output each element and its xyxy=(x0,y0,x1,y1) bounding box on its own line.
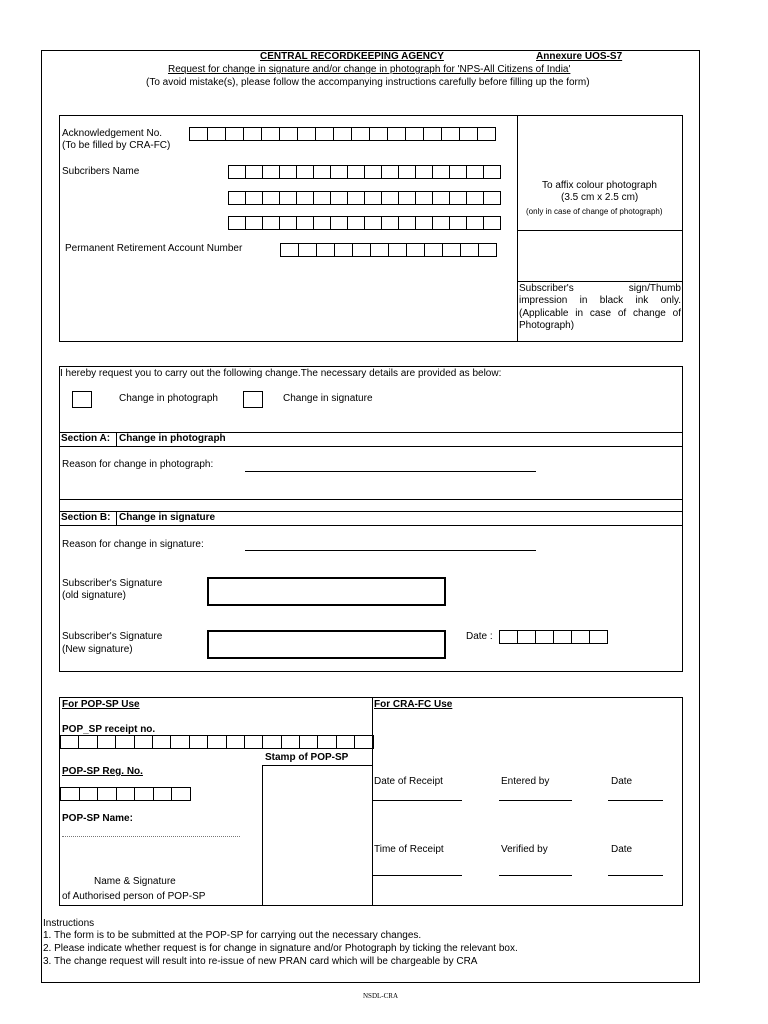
cra-title: For CRA-FC Use xyxy=(374,699,453,710)
new-signature-label-2: (New signature) xyxy=(62,644,133,655)
ack-number-field[interactable] xyxy=(189,127,496,141)
pop-name-label: POP-SP Name: xyxy=(62,813,133,824)
section-b-divider xyxy=(116,511,117,525)
pop-signature-label-2: of Authorised person of POP-SP xyxy=(62,891,206,902)
reason-sign-input[interactable] xyxy=(245,550,536,551)
photo-divider xyxy=(517,115,518,342)
verified-date-label: Date xyxy=(611,844,633,855)
pran-field[interactable] xyxy=(280,243,497,257)
annexure-label: Annexure UOS-S7 xyxy=(536,51,623,62)
name-field-3[interactable] xyxy=(228,216,501,230)
name-label: Subcribers Name xyxy=(62,166,140,177)
section-b-bottom xyxy=(59,525,683,526)
time-of-receipt-input[interactable] xyxy=(372,875,462,876)
date-of-receipt-label: Date of Receipt xyxy=(374,776,443,787)
section-a-divider xyxy=(116,432,117,446)
sign-instruction-2: impression in black ink only. xyxy=(519,295,681,306)
date-field[interactable] xyxy=(499,630,608,644)
entered-by-input[interactable] xyxy=(499,800,572,801)
section-a-title: Change in photograph xyxy=(119,433,226,444)
old-signature-label-1: Subscriber's Signature xyxy=(62,578,163,589)
footer-text: NSDL-CRA xyxy=(363,992,399,1000)
photo-instruction-2: (3.5 cm x 2.5 cm) xyxy=(561,192,639,203)
ack-label: Acknowledgement No. xyxy=(62,128,163,139)
pop-signature-label-1: Name & Signature xyxy=(94,876,176,887)
section-b-top xyxy=(59,499,683,500)
sign-instruction-1: Subscriber's sign/Thumb xyxy=(519,283,681,294)
ack-sublabel: (To be filled by CRA-FC) xyxy=(62,140,171,151)
photo-instruction-1: To affix colour photograph xyxy=(542,180,657,191)
new-signature-box[interactable] xyxy=(207,630,446,659)
name-field-1[interactable] xyxy=(228,165,501,179)
signature-change-label: Change in signature xyxy=(283,393,373,404)
section-a-label: Section A: xyxy=(61,433,111,444)
sign-instruction-3: (Applicable in case of change of xyxy=(519,308,681,319)
instructions-heading: Instructions xyxy=(43,918,95,929)
section-b-label: Section B: xyxy=(61,512,111,523)
time-of-receipt-label: Time of Receipt xyxy=(374,844,444,855)
old-signature-box[interactable] xyxy=(207,577,446,606)
sign-instruction-4: Photograph) xyxy=(519,320,575,331)
verified-date-input[interactable] xyxy=(608,875,663,876)
photo-change-checkbox[interactable] xyxy=(72,391,92,408)
pop-reg-field[interactable] xyxy=(60,787,191,801)
pop-title: For POP-SP Use xyxy=(62,699,140,710)
stamp-label: Stamp of POP-SP xyxy=(265,752,349,763)
request-intro: I hereby request you to carry out the following change.The necessary details are provided as below: xyxy=(60,368,502,379)
reason-photo-input[interactable] xyxy=(245,471,536,472)
verified-by-label: Verified by xyxy=(501,844,548,855)
entered-by-label: Entered by xyxy=(501,776,550,787)
signature-change-checkbox[interactable] xyxy=(243,391,263,408)
date-of-receipt-input[interactable] xyxy=(372,800,462,801)
agency-title: CENTRAL RECORDKEEPING AGENCY xyxy=(260,51,444,62)
instruction-item: 2. Please indicate whether request is for change in signature and/or Photograph by ticking the relevant box. xyxy=(43,943,518,954)
date-label: Date : xyxy=(466,631,493,642)
pop-receipt-field[interactable] xyxy=(60,735,374,749)
reason-sign-label: Reason for change in signature: xyxy=(62,539,204,550)
verified-by-input[interactable] xyxy=(499,875,572,876)
pop-reg-label: POP-SP Reg. No. xyxy=(62,766,143,777)
section-b-title: Change in signature xyxy=(119,512,216,523)
photo-change-label: Change in photograph xyxy=(119,393,218,404)
new-signature-label-1: Subscriber's Signature xyxy=(62,631,163,642)
pran-label: Permanent Retirement Account Number xyxy=(65,243,243,254)
entered-date-label: Date xyxy=(611,776,633,787)
old-signature-label-2: (old signature) xyxy=(62,590,126,601)
pop-receipt-label: POP_SP receipt no. xyxy=(62,724,156,735)
instruction-item: 3. The change request will result into re-issue of new PRAN card which will be chargeable by CRA xyxy=(43,956,478,967)
photo-instruction-3: (only in case of change of photograph) xyxy=(526,207,663,216)
form-note: (To avoid mistake(s), please follow the accompanying instructions carefully before filling up the form) xyxy=(146,77,590,88)
sign-divider xyxy=(517,281,683,282)
form-title: Request for change in signature and/or change in photograph for 'NPS-All Citizens of India' xyxy=(168,64,571,75)
pop-name-input[interactable] xyxy=(62,836,240,837)
instruction-item: 1. The form is to be submitted at the POP-SP for carrying out the necessary changes. xyxy=(43,930,422,941)
stamp-box[interactable] xyxy=(262,765,373,906)
photo-sign-divider xyxy=(517,230,683,231)
section-a-bottom xyxy=(59,446,683,447)
name-field-2[interactable] xyxy=(228,191,501,205)
reason-photo-label: Reason for change in photograph: xyxy=(62,459,214,470)
entered-date-input[interactable] xyxy=(608,800,663,801)
